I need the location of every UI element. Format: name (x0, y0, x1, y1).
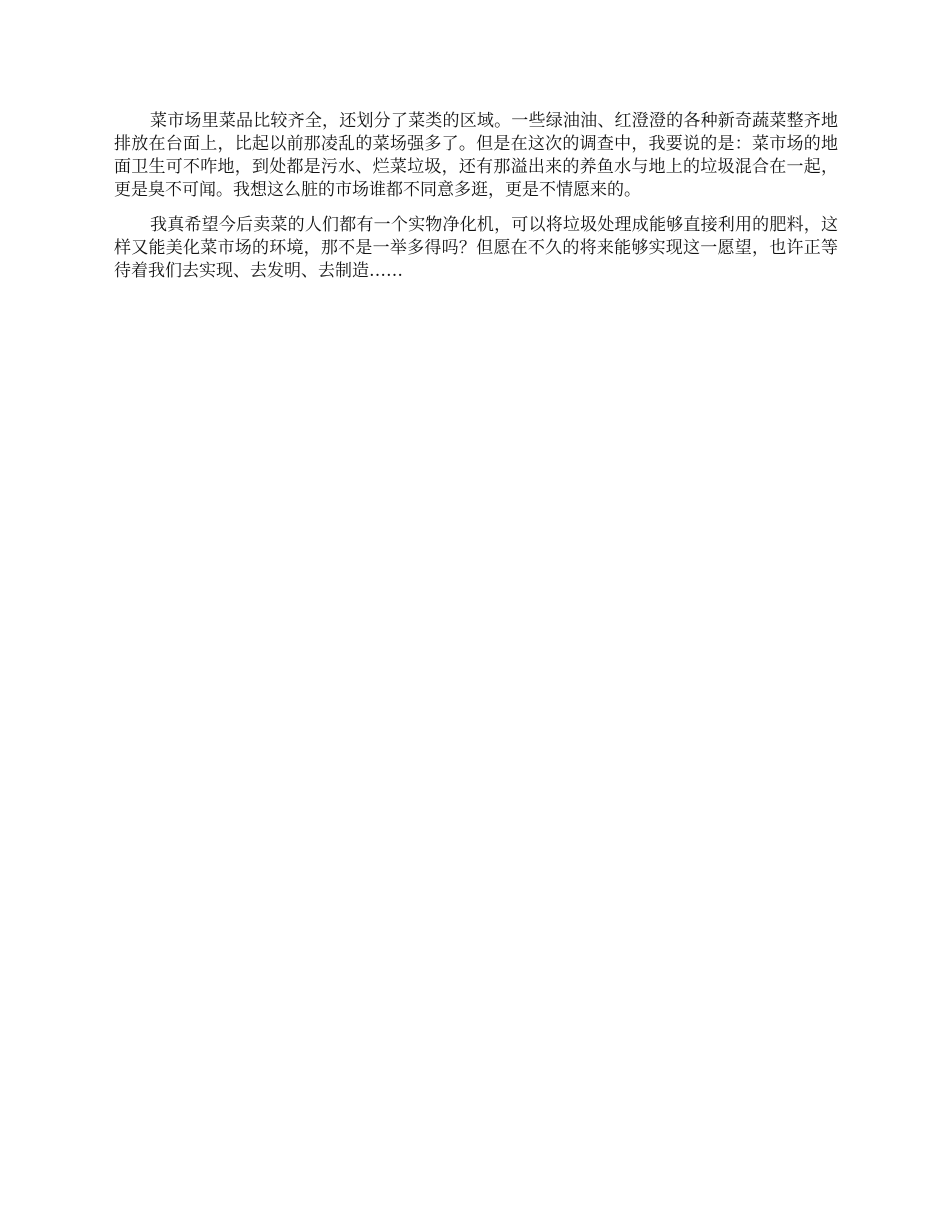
paragraph-2: 我真希望今后卖菜的人们都有一个实物净化机，可以将垃圾处理成能够直接利用的肥料，这样又能美化菜市场的环境，那不是一举多得吗？但愿在不久的将来能够实现这一愿望，也许正等待着我们去实现、去发明、去制造…… (114, 215, 838, 281)
document-body (114, 110, 838, 295)
paragraph-1: 菜市场里菜品比较齐全，还划分了菜类的区域。一些绿油油、红澄澄的各种新奇蔬菜整齐地排放在台面上，比起以前那凌乱的菜场强多了。但是在这次的调查中，我要说的是：菜市场的地面卫生可不咋地，到处都是污水、烂菜垃圾，还有那溢出来的养鱼水与地上的垃圾混合在一起，更是臭不可闻。我想这么脏的市场谁都不同意多逛，更是不情愿来的。 (114, 111, 838, 200)
